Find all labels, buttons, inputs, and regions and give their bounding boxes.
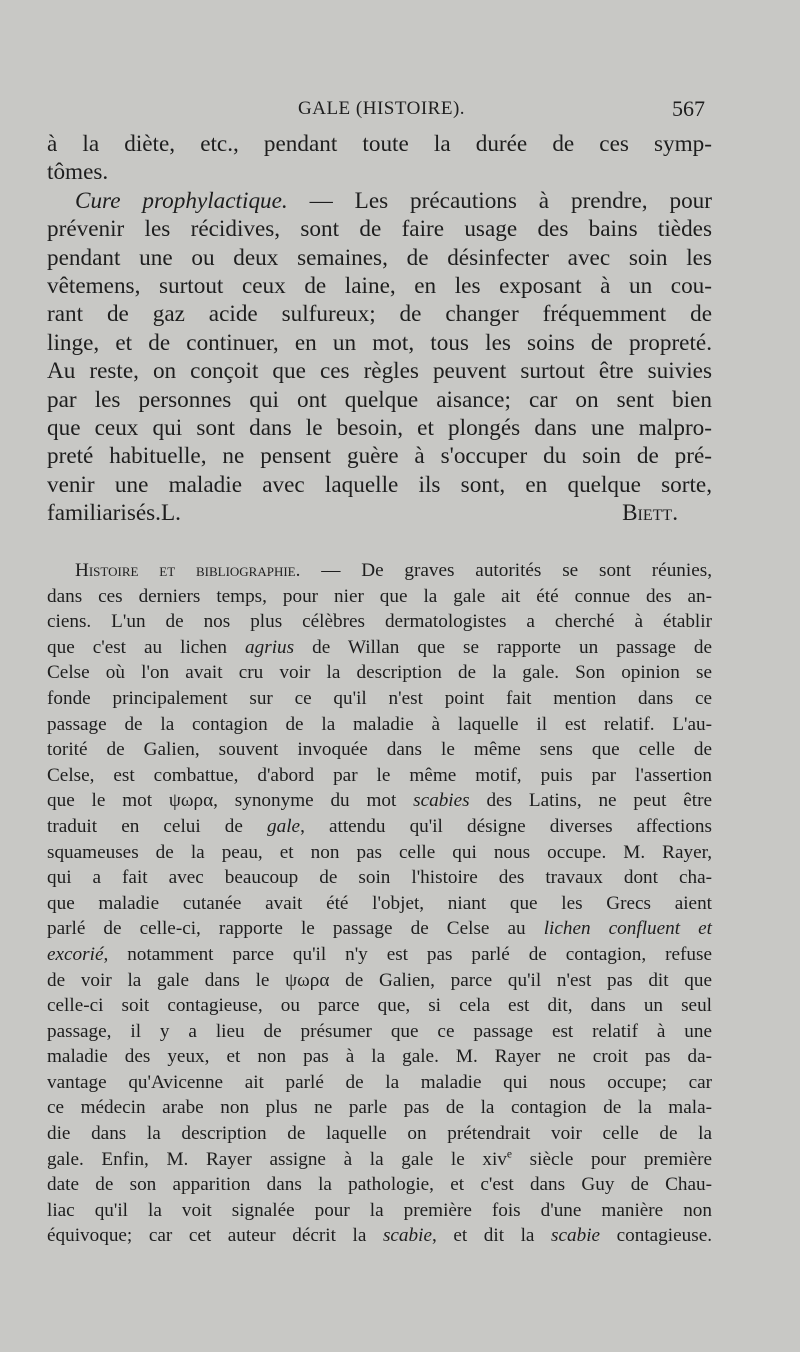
text-run: , attendu qu'il désigne diverses affections <box>300 815 712 837</box>
italic-term: gale <box>267 815 301 837</box>
text-line <box>47 788 712 814</box>
text-line: ce médecin arabe non plus ne parle pas de la contagion de la mala- <box>47 1097 712 1119</box>
text-line: pendant une ou deux semaines, de désinfecter avec soin les <box>47 244 712 271</box>
title-word: GALE <box>298 98 351 119</box>
text-run: que c'est au lichen <box>47 636 246 658</box>
text-run: que le mot ψωρα, synonyme du mot <box>47 790 414 812</box>
text-line: die dans la description de laquelle on prétendrait voir celle de la <box>47 1123 712 1145</box>
text-line: squameuses de la peau, et non pas celle qui nous occupe. M. Rayer, <box>47 841 712 863</box>
text-line <box>47 1223 712 1249</box>
text-line: dans ces derniers temps, pour nier que la gale ait été connue des an- <box>47 585 712 607</box>
text-line <box>47 635 712 661</box>
text-line: que maladie cutanée avait été l'objet, niant que les Grecs aient <box>47 892 712 914</box>
text-line: celle-ci soit contagieuse, ou parce que, si cela est dit, dans un seul <box>47 995 712 1017</box>
cure-heading-line <box>47 187 712 215</box>
text-line <box>47 814 712 840</box>
text-run: , notamment parce qu'il n'y est pas parlé de contagion, refuse <box>103 943 712 965</box>
text-run: — Les précautions à prendre, pour <box>287 187 712 214</box>
last-line-with-signature <box>47 499 712 527</box>
text-line: Celse, est combattue, d'abord par le même motif, puis par l'assertion <box>47 764 712 786</box>
text-run: parlé de celle-ci, rapporte le passage de Celse au <box>47 918 544 940</box>
text-line: ciens. L'un de nos plus célèbres dermatologistes a cherché à établir <box>47 611 712 633</box>
text-line <box>47 916 712 942</box>
text-line: rant de gaz acide sulfureux; de changer fréquemment de <box>47 301 712 328</box>
italic-term: excorié <box>47 943 104 965</box>
section-history <box>47 558 712 1249</box>
author-signature: L. Biett. <box>160 500 678 527</box>
text-line: venir une maladie avec laquelle ils sont, en quelque sorte, <box>47 471 712 498</box>
italic-term: scabie <box>551 1225 601 1247</box>
text-line: fonde principalement sur ce qu'il n'est point fait mention dans ce <box>47 687 712 709</box>
italic-term: lichen confluent et <box>543 918 712 940</box>
cure-label: Cure prophylactique. <box>75 187 288 214</box>
text-run: gale. Enfin, M. Rayer assigne à la gale le xiv <box>47 1148 507 1170</box>
text-line: maladie des yeux, et non pas à la gale. M. Rayer ne croit pas da- <box>47 1046 712 1068</box>
history-heading: Histoire et bibliographie. <box>75 560 301 581</box>
text-run: siècle pour première <box>512 1148 712 1170</box>
superscript: e <box>506 1148 513 1161</box>
text-run: de Willan que se rapporte un passage de <box>294 636 712 658</box>
text-line: Celse où l'on avait cru voir la description de la gale. Son opinion se <box>47 662 712 684</box>
running-title <box>298 98 465 120</box>
text-line: de voir la gale dans le ψωρα de Galien, parce qu'il n'est pas dit que <box>47 969 712 991</box>
text-run: équivoque; car cet auteur décrit la <box>47 1225 383 1247</box>
text-line <box>47 1147 712 1173</box>
text-run: contagieuse. <box>600 1225 713 1247</box>
text-line <box>47 942 712 968</box>
text-line: vantage qu'Avicenne ait parlé de la maladie qui nous occupe; car <box>47 1071 712 1093</box>
text-line: passage de la contagion de la maladie à laquelle il est relatif. L'au- <box>47 713 712 735</box>
running-header <box>0 98 800 128</box>
page-number: 567 <box>672 96 705 121</box>
text-line: prévenir les récidives, sont de faire usage des bains tièdes <box>47 216 712 243</box>
text-line: vêtemens, surtout ceux de laine, en les exposant à un cou- <box>47 272 712 299</box>
text-run: familiarisés. <box>47 500 161 527</box>
text-line: tômes. <box>47 159 109 186</box>
text-line: Au reste, on conçoit que ces règles peuvent surtout être suivies <box>47 358 712 385</box>
italic-term: scabie <box>382 1225 432 1247</box>
title-subtitle: (HISTOIRE). <box>355 98 466 119</box>
text-line: à la diète, etc., pendant toute la durée de ces symp- <box>47 131 712 157</box>
text-line: preté habituelle, ne pensent guère à s'occuper du soin de pré- <box>47 443 712 470</box>
section-prophylaxis <box>47 130 712 527</box>
text-line: torité de Galien, souvent invoquée dans le même sens que celle de <box>47 739 712 761</box>
history-heading-line <box>47 558 712 584</box>
text-line: que ceux qui sont dans le besoin, et plongés dans une malpro- <box>47 414 712 441</box>
text-line: passage, il y a lieu de présumer que ce passage est relatif à une <box>47 1020 712 1042</box>
italic-term: scabies <box>413 790 470 812</box>
text-line: linge, et de continuer, en un mot, tous les soins de propreté. <box>47 329 712 356</box>
text-line: par les personnes qui ont quelque aisance; car on sent bien <box>47 386 712 413</box>
italic-term: agrius <box>245 636 295 658</box>
text-run: — De graves autorités se sont réunies, <box>300 560 712 581</box>
text-line: qui a fait avec beaucoup de soin l'histoire des travaux dont cha- <box>47 867 712 889</box>
text-run: des Latins, ne peut être <box>469 790 712 812</box>
text-run: traduit en celui de <box>47 815 268 837</box>
text-line: date de son apparition dans la pathologie, et c'est dans Guy de Chau- <box>47 1174 712 1196</box>
text-line: liac qu'il la voit signalée pour la première fois d'une manière non <box>47 1199 712 1221</box>
text-run: , et dit la <box>431 1225 552 1247</box>
